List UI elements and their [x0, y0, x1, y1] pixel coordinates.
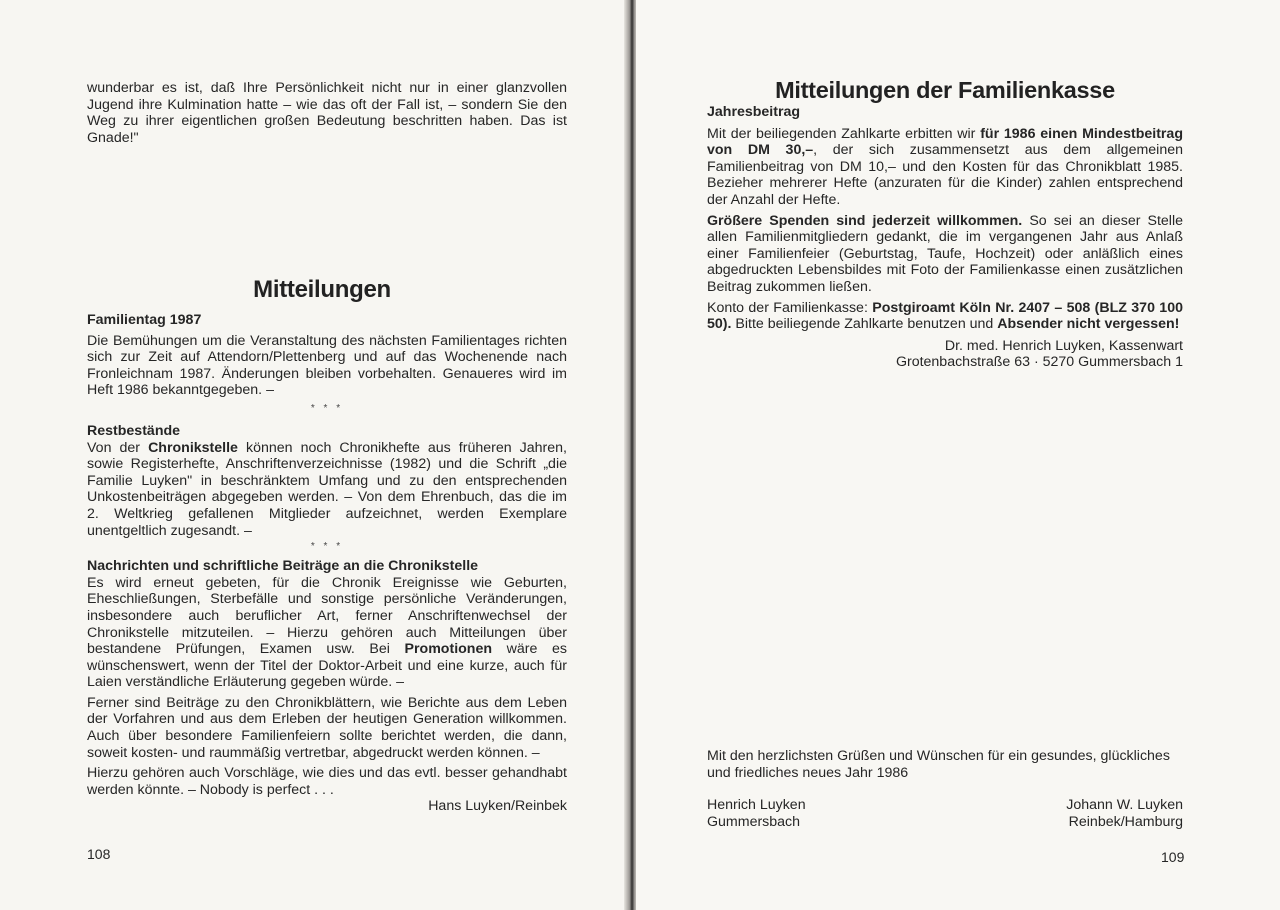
- separator-stars-2: * * *: [310, 541, 344, 553]
- address-line-1: Dr. med. Henrich Luyken, Kassenwart: [944, 337, 1183, 354]
- bold-mindestbeitrag: für 1986 einen Mindestbeitrag von DM 30,–: [707, 125, 1183, 159]
- left-page: [0, 0, 628, 910]
- paragraph-vorschlaege: Hierzu gehören auch Vorschläge, wie dies und das evtl. besser gehandhabt werden könnte. – Nobody is perfect . . .: [87, 765, 567, 798]
- right-main-block: [707, 76, 1183, 371]
- separator-stars: * * *: [310, 402, 344, 414]
- section-title-familientag: Familientag 1987: [87, 312, 202, 328]
- page-title: Mitteilungen: [253, 276, 391, 303]
- paragraph-beitraege: Ferner sind Beiträge zu den Chronikblättern, wie Berichte aus dem Leben der Vorfahren und aus dem Erleben der heutigen Generation willkommen. Auch über besondere Familienfeiern sollte berichtet werden, die dann, soweit kosten- und raummäßig vertretbar, abgedruckt werden können. –: [87, 694, 567, 761]
- page-number-right: 109: [1161, 849, 1185, 865]
- right-closing-block: [707, 748, 1183, 830]
- bold-spenden: Größere Spenden sind jederzeit willkommen.: [707, 212, 1023, 229]
- section-text-konto: Konto der Familienkasse: Postgiroamt Köln Nr. 2407 – 508 (BLZ 370 100 50). Bitte beiliegende Zahlkarte benutzen und Absender nicht vergessen!: [707, 299, 1183, 333]
- intro-paragraph: wunderbar es ist, daß Ihre Persönlichkeit nicht nur in einer glanzvollen Jugend ihre Kulmination hatte – wie das oft der Fall ist, – sondern Sie den Weg zu ihrer eigentlichen großen Bedeutung beschritten haben. Das ist Gnade!": [87, 80, 567, 146]
- bold-absender: Absender nicht vergessen!: [997, 316, 1180, 333]
- address-line-2: Grotenbachstraße 63 · 5270 Gummersbach 1: [895, 354, 1183, 371]
- section-text-restbestaende: Von der Chronikstelle können noch Chronikhefte aus früheren Jahren, sowie Registerhefte, Anschriftenverzeichnisse (1982) und die Schrift „die Familie Luyken" in beschränktem Umfang und zu den entsprechenden Unkostenbeiträgen abgegeben werden. – Von dem Ehrenbuch, das die im 2. Weltkrieg gefallenen Mitglieder aufzeichnet, werden Exemplare unentgeltlich zugesandt. –: [87, 439, 567, 539]
- section-text-nachrichten: Es wird erneut gebeten, für die Chronik Ereignisse wie Geburten, Eheschließungen, Sterbefälle und sonstige persönliche Veränderungen, insbesondere auch beruflicher Art, ferner Anschriftenwechsel der Chronikstelle mitzuteilen. – Hierzu gehören auch Mitteilungen über bestandene Prüfungen, Examen usw. Bei Promotionen wäre es wünschenswert, wenn der Titel der Doktor-Arbeit und eine kurze, auch für Laien verständliche Erläuterung gegeben würde. –: [87, 574, 567, 691]
- bold-konto: Postgiroamt Köln Nr. 2407 – 508 (BLZ 370 100 50).: [707, 299, 1183, 333]
- bold-chronikstelle: Chronikstelle: [148, 439, 238, 456]
- signature-left: [707, 797, 806, 830]
- section-title-restbestaende: Restbestände: [87, 422, 181, 439]
- signature-hans-luyken: Hans Luyken/Reinbek: [428, 798, 567, 815]
- signature-left-place: Gummersbach: [707, 813, 801, 830]
- signature-right-name: Johann W. Luyken: [1066, 797, 1183, 814]
- left-intro-block: [87, 80, 567, 146]
- page-number-left: 108: [87, 846, 111, 862]
- signature-right: [1066, 797, 1183, 830]
- signatures-row: [707, 797, 1183, 830]
- left-main-block: [87, 276, 567, 815]
- signature-left-name: Henrich Luyken: [707, 797, 806, 814]
- signature-right-place: Reinbek/Hamburg: [1068, 813, 1183, 830]
- right-page: [636, 0, 1280, 910]
- section-text-jahresbeitrag: Mit der beiliegenden Zahlkarte erbitten wir für 1986 einen Mindestbeitrag von DM 30,–, der sich zusammensetzt aus dem allgemeinen Familienbeitrag von DM 10,– und den Kosten für das Chronikblatt 1985. Bezieher mehrerer Hefte (anzuraten für die Kinder) zahlen entsprechend der Anzahl der Hefte.: [707, 125, 1183, 208]
- bold-promotionen: Promotionen: [404, 641, 493, 658]
- section-text-spenden: Größere Spenden sind jederzeit willkommen. So sei an dieser Stelle allen Familienmitgliedern gedankt, die im vergangenen Jahr aus Anlaß einer Familienfeier (Geburtstag, Taufe, Hochzeit) oder anläßlich eines abgedruckten Lebensbildes mit Foto der Familienkasse einen zusätzlichen Beitrag zukommen ließen.: [707, 212, 1183, 295]
- greeting-text: Mit den herzlichsten Grüßen und Wünschen für ein gesundes, glückliches und friedliches neues Jahr 1986: [707, 748, 1170, 781]
- section-text-familientag: Die Bemühungen um die Veranstaltung des nächsten Familientages richten sich zur Zeit auf Attendorn/Plettenberg und auf das Wochenende nach Fronleichnam 1987. Änderungen bleiben vorbehalten. Genaueres wird im Heft 1986 bekanntgegeben. –: [87, 332, 567, 399]
- section-title-jahresbeitrag: Jahresbeitrag: [707, 104, 801, 120]
- page-title-familienkasse: Mitteilungen der Familienkasse: [775, 77, 1115, 103]
- section-title-nachrichten: Nachrichten und schriftliche Beiträge an die Chronikstelle: [87, 558, 479, 575]
